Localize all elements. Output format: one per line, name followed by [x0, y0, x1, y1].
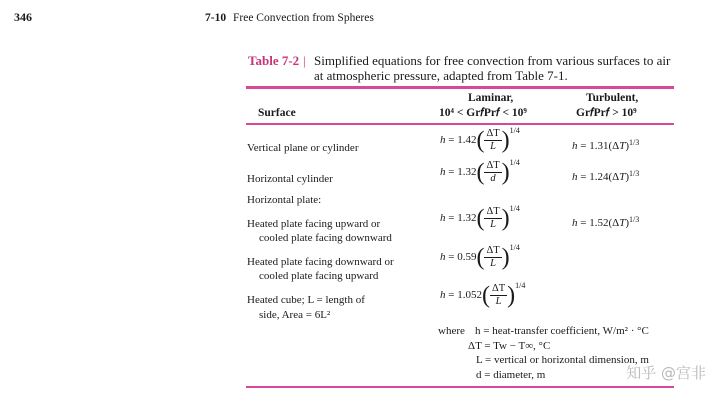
laminar-exponent: 1/4: [509, 204, 520, 213]
page-number: 346: [14, 10, 32, 24]
table-label: Table 7-2: [248, 53, 300, 68]
watermark: 知乎 @宫非: [626, 364, 706, 382]
laminar-exponent: 1/4: [509, 158, 520, 167]
laminar-coef: 1.32: [457, 212, 477, 225]
turbulent-exponent: 1/3: [629, 215, 640, 224]
turbulent-exponent: 1/3: [629, 138, 640, 147]
fraction-denominator: L: [490, 219, 496, 230]
fraction-denominator: L: [490, 141, 496, 152]
row-surface: Horizontal cylinder: [247, 173, 333, 185]
laminar-formula: h = 1.42( $\frac{\Delta T}{L}$ )$^{1/4}$: [440, 126, 520, 154]
turbulent-coef: 1.52: [589, 217, 609, 229]
laminar-coef: 1.32: [457, 166, 477, 179]
header-surface: Surface: [258, 107, 296, 119]
header-turbulent-range: Gr𝑓Pr𝑓 > 10⁹: [576, 107, 637, 119]
table-caption-line-2: at atmospheric pressure, adapted from Table 7-1.: [314, 68, 568, 83]
turbulent-exponent: 1/3: [629, 169, 640, 178]
section-number: 7-10: [205, 12, 227, 24]
legend-l: L = vertical or horizontal dimension, m: [476, 354, 649, 366]
fraction-numerator: ΔT: [491, 283, 506, 294]
legend-delta-t: ΔT = Tw − T∞, °C: [468, 340, 551, 352]
table-caption-line-1: Simplified equations for free convection from various surfaces to air: [314, 53, 671, 68]
turbulent-formula: $h = 1.31(\Delta T)^{1/3}$: [572, 138, 640, 152]
where-label: where: [438, 325, 465, 337]
laminar-exponent: 1/4: [509, 243, 520, 252]
fraction-denominator: L: [490, 258, 496, 269]
turbulent-coef: 1.24: [589, 171, 609, 183]
header-laminar: Laminar,: [468, 92, 514, 104]
turbulent-coef: 1.31: [589, 140, 609, 152]
row-surface-continued: cooled plate facing downward: [259, 232, 392, 244]
table-header-rule: [246, 123, 674, 125]
laminar-formula: h = 1.32( $\frac{\Delta T}{d}$ )$^{1/4}$: [440, 158, 520, 186]
row-surface: Heated plate facing upward or: [247, 218, 381, 230]
row-surface-continued: side, Area = 6L²: [259, 309, 331, 321]
laminar-formula: h = 0.59( $\frac{\Delta T}{L}$ )$^{1/4}$: [440, 243, 520, 271]
fraction-denominator: d: [490, 173, 496, 184]
row-surface: Vertical plane or cylinder: [247, 142, 359, 154]
fraction-numerator: ΔT: [486, 206, 500, 217]
fraction-denominator: L: [495, 296, 502, 307]
table-caption-separator: |: [303, 53, 306, 68]
table-bottom-rule: [246, 386, 674, 388]
section-title: Free Convection from Spheres: [233, 12, 374, 24]
laminar-formula: h = 1.052( $\frac{\Delta T}{L}$ )$^{1/4}$: [440, 281, 526, 309]
laminar-coef: 1.052: [457, 289, 482, 302]
laminar-coef: 1.42: [457, 134, 477, 147]
header-turbulent: Turbulent,: [586, 92, 639, 104]
row-surface: Horizontal plate:: [247, 194, 322, 206]
laminar-exponent: 1/4: [509, 126, 520, 135]
laminar-formula: h = 1.32( $\frac{\Delta T}{L}$ )$^{1/4}$: [440, 204, 520, 232]
row-surface-continued: cooled plate facing upward: [259, 270, 379, 282]
laminar-exponent: 1/4: [515, 281, 526, 290]
fraction-numerator: ΔT: [486, 160, 500, 171]
turbulent-formula: $h = 1.52(\Delta T)^{1/3}$: [572, 215, 640, 229]
fraction-numerator: ΔT: [486, 128, 500, 139]
header-laminar-range: 10⁴ < Gr𝑓Pr𝑓 < 10⁹: [439, 107, 527, 119]
row-surface: Heated cube; L = length of: [247, 294, 365, 306]
fraction-numerator: ΔT: [486, 245, 500, 256]
turbulent-formula: $h = 1.24(\Delta T)^{1/3}$: [572, 169, 640, 183]
legend-h: h = heat-transfer coefficient, W/m² · °C: [475, 325, 649, 337]
legend-d: d = diameter, m: [476, 369, 546, 381]
row-surface: Heated plate facing downward or: [247, 256, 394, 268]
table-top-rule: [246, 86, 674, 89]
laminar-coef: 0.59: [457, 251, 477, 264]
